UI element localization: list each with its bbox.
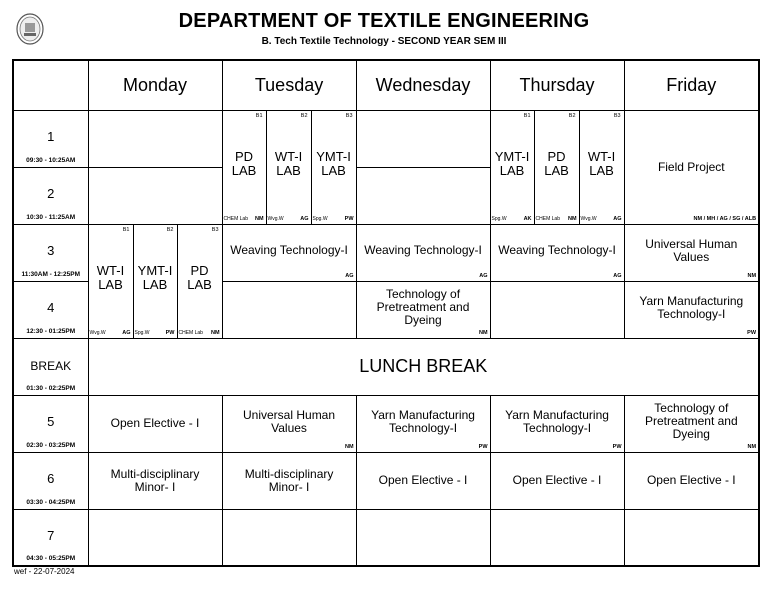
subject-name: Open Elective - I [512, 473, 602, 487]
slot-label-7 [13, 509, 88, 566]
slot-time: 11:30AM - 12:25PM [21, 270, 81, 278]
tuesday-slot-4 [222, 281, 356, 338]
thursday-slot-4 [490, 281, 624, 338]
subject-name: Open Elective - I [378, 473, 468, 487]
batch-label: B3 [211, 226, 219, 233]
tuesday-lab-b3 [311, 110, 356, 224]
day-header-monday: Monday [88, 60, 222, 110]
wednesday-slot-5 [356, 395, 490, 452]
tuesday-slot-3 [222, 224, 356, 281]
room-label: CHEM Lab [535, 215, 560, 222]
slot-number: 6 [47, 470, 55, 486]
faculty-label: AG [122, 329, 131, 336]
subject-name: Weaving Technology-I [498, 243, 616, 257]
slot-number: 7 [47, 527, 55, 543]
monday-slot-2 [88, 167, 222, 224]
subject-name: Universal Human Values [243, 407, 336, 435]
faculty-label: PW [612, 443, 622, 450]
subject-name: Yarn Manufacturing Technology-I [505, 407, 609, 435]
tuesday-lab-b1 [222, 110, 266, 224]
wednesday-slot-6 [356, 452, 490, 509]
faculty-label: NM [478, 329, 488, 336]
monday-slot-5 [88, 395, 222, 452]
slot-number: 2 [47, 185, 55, 201]
wednesday-slot-4 [356, 281, 490, 338]
faculty-label: NM [567, 215, 577, 222]
room-label: CHEM Lab [178, 329, 203, 336]
thursday-slot-3 [490, 224, 624, 281]
friday-slot-3 [624, 224, 759, 281]
lab-name: PD LAB [231, 149, 257, 178]
tuesday-slot-5 [222, 395, 356, 452]
monday-lab-b2 [133, 224, 177, 338]
slot-number: 3 [47, 242, 55, 258]
subject-name: Field Project [657, 159, 725, 174]
batch-label: B1 [523, 112, 531, 119]
tuesday-slot-7 [222, 509, 356, 566]
lab-name: WT-I LAB [587, 149, 616, 178]
slot-number: 4 [47, 299, 55, 315]
slot-label-2 [13, 167, 88, 224]
page-subtitle: B. Tech Textile Technology - SECOND YEAR SEM III [261, 36, 507, 47]
slot-number: 5 [47, 413, 55, 429]
slot-time: 09:30 - 10:25AM [26, 156, 76, 164]
faculty-label: PW [344, 215, 354, 222]
wednesday-slot-2 [356, 167, 490, 224]
slot-label-5 [13, 395, 88, 452]
faculty-label: NM [344, 443, 354, 450]
slot-number: BREAK [30, 358, 72, 373]
timetable [12, 59, 760, 567]
lunch-break: LUNCH BREAK [88, 338, 759, 395]
slot-label-4 [13, 281, 88, 338]
slot-label-3 [13, 224, 88, 281]
wednesday-slot-3 [356, 224, 490, 281]
faculty-label: AG [300, 215, 309, 222]
faculty-label: NM [747, 272, 757, 279]
lab-name: WT-I LAB [274, 149, 303, 178]
batch-label: B2 [300, 112, 308, 119]
thursday-lab-b1 [490, 110, 534, 224]
slot-time: 01:30 - 02:25PM [26, 384, 76, 392]
lab-name: WT-I LAB [96, 263, 125, 292]
slot-time: 12:30 - 01:25PM [26, 327, 76, 335]
faculty-label: PW [478, 443, 488, 450]
faculty-label: AG [345, 272, 354, 279]
slot-time: 04:30 - 05:25PM [26, 555, 76, 562]
subject-name: Multi-disciplinary Minor- I [244, 466, 334, 494]
room-label: Spg.W [312, 215, 328, 222]
monday-lab-b3 [177, 224, 222, 338]
monday-slot-1 [88, 110, 222, 167]
batch-label: B2 [166, 226, 174, 233]
slot-time: 02:30 - 03:25PM [26, 441, 76, 449]
friday-field-project [624, 110, 759, 224]
batch-label: B1 [122, 226, 130, 233]
subject-name: Weaving Technology-I [364, 243, 482, 257]
lab-name: YMT-I LAB [316, 149, 351, 178]
batch-label: B3 [613, 112, 621, 119]
subject-name: Open Elective - I [646, 473, 736, 487]
subject-name: Weaving Technology-I [230, 243, 348, 257]
faculty-label: NM [254, 215, 264, 222]
subject-name: Multi-disciplinary Minor- I [110, 466, 200, 494]
effective-date: wef - 22-07-2024 [14, 567, 75, 576]
room-label: CHEM Lab [223, 215, 248, 222]
faculty-label: AG [613, 215, 622, 222]
wednesday-slot-7 [356, 509, 490, 566]
slot-time: 10:30 - 11:25AM [26, 213, 76, 221]
wednesday-slot-1 [356, 110, 490, 167]
room-label: Wvg.W [580, 215, 597, 222]
corner-cell [13, 60, 88, 110]
lab-name: PD LAB [187, 263, 212, 292]
subject-name: Technology of Pretreatment and Dyeing [644, 401, 738, 441]
slot-number: 1 [47, 128, 55, 144]
faculty-label: AG [479, 272, 488, 279]
room-label: Wvg.W [267, 215, 284, 222]
thursday-lab-b2 [534, 110, 579, 224]
subject-name: Yarn Manufacturing Technology-I [371, 407, 475, 435]
batch-label: B1 [255, 112, 263, 119]
tuesday-slot-6 [222, 452, 356, 509]
faculty-label: NM / MH / AG / SG / ALB [693, 215, 757, 222]
friday-slot-6 [624, 452, 759, 509]
thursday-slot-6 [490, 452, 624, 509]
day-header-tuesday: Tuesday [222, 60, 356, 110]
monday-lab-b1 [88, 224, 133, 338]
lab-name: PD LAB [544, 149, 569, 178]
friday-slot-5 [624, 395, 759, 452]
slot-label-6 [13, 452, 88, 509]
batch-label: B3 [345, 112, 353, 119]
faculty-label: PW [165, 329, 175, 336]
faculty-label: NM [210, 329, 220, 336]
faculty-label: AG [613, 272, 622, 279]
subject-name: Yarn Manufacturing Technology-I [639, 293, 744, 321]
lab-name: YMT-I LAB [494, 149, 530, 178]
friday-slot-7 [624, 509, 759, 566]
room-label: Spg.W [134, 329, 150, 336]
subject-name: Technology of Pretreatment and Dyeing [376, 287, 470, 327]
thursday-lab-b3 [579, 110, 624, 224]
thursday-slot-7 [490, 509, 624, 566]
subject-name: Open Elective - I [110, 416, 200, 430]
slot-time: 03:30 - 04:25PM [26, 498, 76, 506]
tuesday-lab-b2 [266, 110, 311, 224]
faculty-label: NM [747, 443, 757, 450]
day-header-thursday: Thursday [490, 60, 624, 110]
lab-name: YMT-I LAB [137, 263, 173, 292]
faculty-label: AK [523, 215, 532, 222]
batch-label: B2 [568, 112, 576, 119]
day-header-wednesday: Wednesday [356, 60, 490, 110]
page-title: DEPARTMENT OF TEXTILE ENGINEERING [178, 10, 590, 32]
monday-slot-6 [88, 452, 222, 509]
slot-label-1 [13, 110, 88, 167]
room-label: Spg.W [491, 215, 507, 222]
faculty-label: PW [747, 329, 757, 336]
room-label: Wvg.W [89, 329, 106, 336]
day-header-friday: Friday [624, 60, 759, 110]
subject-name: Universal Human Values [645, 236, 738, 264]
friday-slot-4 [624, 281, 759, 338]
monday-slot-7 [88, 509, 222, 566]
thursday-slot-5 [490, 395, 624, 452]
slot-label-break [13, 338, 88, 395]
